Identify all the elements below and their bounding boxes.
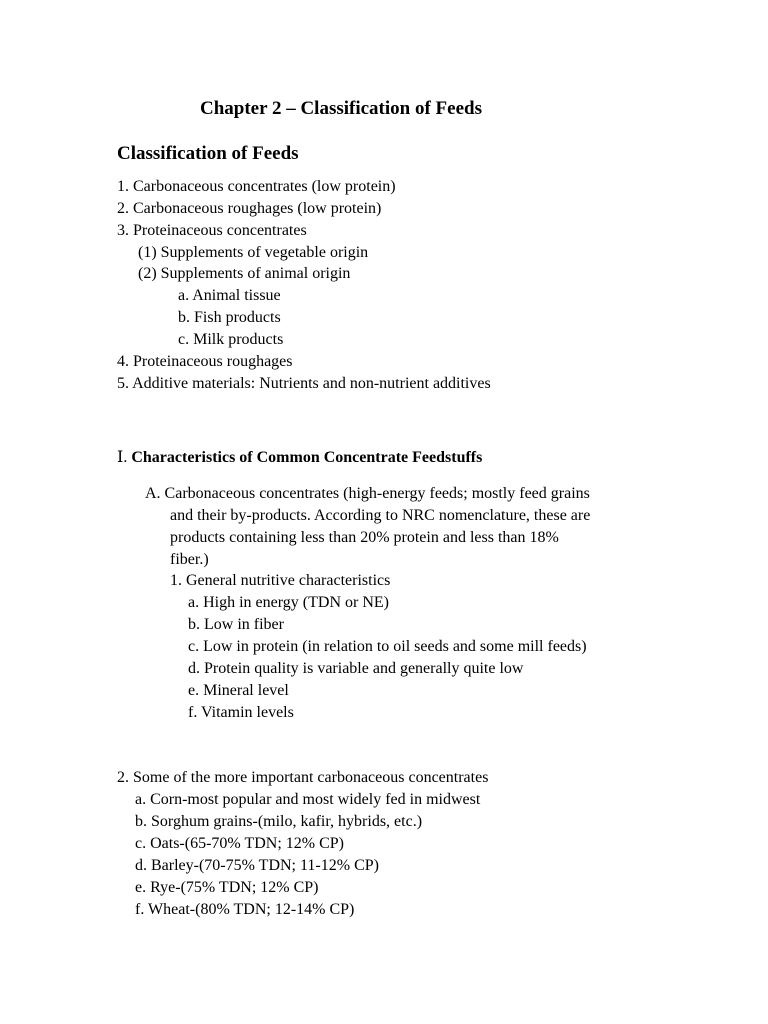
section-numeral: Ⅰ.	[117, 449, 128, 466]
chapter-title: Chapter 2 – Classification of Feeds	[200, 98, 482, 119]
section-one-title: Characteristics of Common Concentrate Feedstuffs	[131, 449, 483, 466]
classification-item: 4. Proteinaceous roughages	[117, 353, 293, 370]
part-a-subitem: f. Vitamin levels	[188, 704, 294, 721]
part-a-subitem: d. Protein quality is variable and generally quite low	[188, 660, 524, 677]
part-a-line: and their by-products. According to NRC nomenclature, these are	[170, 507, 591, 524]
part-a-line: A. Carbonaceous concentrates (high-energy feeds; mostly feed grains	[145, 485, 590, 502]
classification-subsubitem: c. Milk products	[178, 331, 284, 348]
classification-subsubitem: b. Fish products	[178, 309, 281, 326]
classification-heading: Classification of Feeds	[117, 143, 299, 164]
part-2-subitem: c. Oats-(65-70% TDN; 12% CP)	[135, 835, 345, 852]
part-2-subitem: f. Wheat-(80% TDN; 12-14% CP)	[135, 901, 355, 918]
classification-item: 2. Carbonaceous roughages (low protein)	[117, 200, 382, 217]
classification-subitem: (2) Supplements of animal origin	[138, 265, 351, 282]
classification-item: 5. Additive materials: Nutrients and non-nutrient additives	[117, 375, 491, 392]
part-a-subitem: c. Low in protein (in relation to oil seeds and some mill feeds)	[188, 638, 587, 655]
classification-subitem: (1) Supplements of vegetable origin	[138, 244, 369, 261]
part-2-subitem: e. Rye-(75% TDN; 12% CP)	[135, 879, 319, 896]
part-2-subitem: d. Barley-(70-75% TDN; 11-12% CP)	[135, 857, 379, 874]
classification-subsubitem: a. Animal tissue	[178, 287, 281, 304]
part-2-subitem: a. Corn-most popular and most widely fed in midwest	[135, 791, 481, 808]
part-a-line: 1. General nutritive characteristics	[170, 572, 391, 589]
classification-item: 3. Proteinaceous concentrates	[117, 222, 307, 239]
section-one-heading	[117, 448, 482, 468]
part-a-subitem: a. High in energy (TDN or NE)	[188, 594, 389, 611]
part-2-line: 2. Some of the more important carbonaceous concentrates	[117, 769, 489, 786]
part-2-subitem: b. Sorghum grains-(milo, kafir, hybrids, etc.)	[135, 813, 423, 830]
part-a-subitem: e. Mineral level	[188, 682, 289, 699]
classification-item: 1. Carbonaceous concentrates (low protein)	[117, 178, 396, 195]
part-a-subitem: b. Low in fiber	[188, 616, 284, 633]
part-a-line: products containing less than 20% protein and less than 18%	[170, 529, 559, 546]
part-a-line: fiber.)	[170, 551, 209, 568]
